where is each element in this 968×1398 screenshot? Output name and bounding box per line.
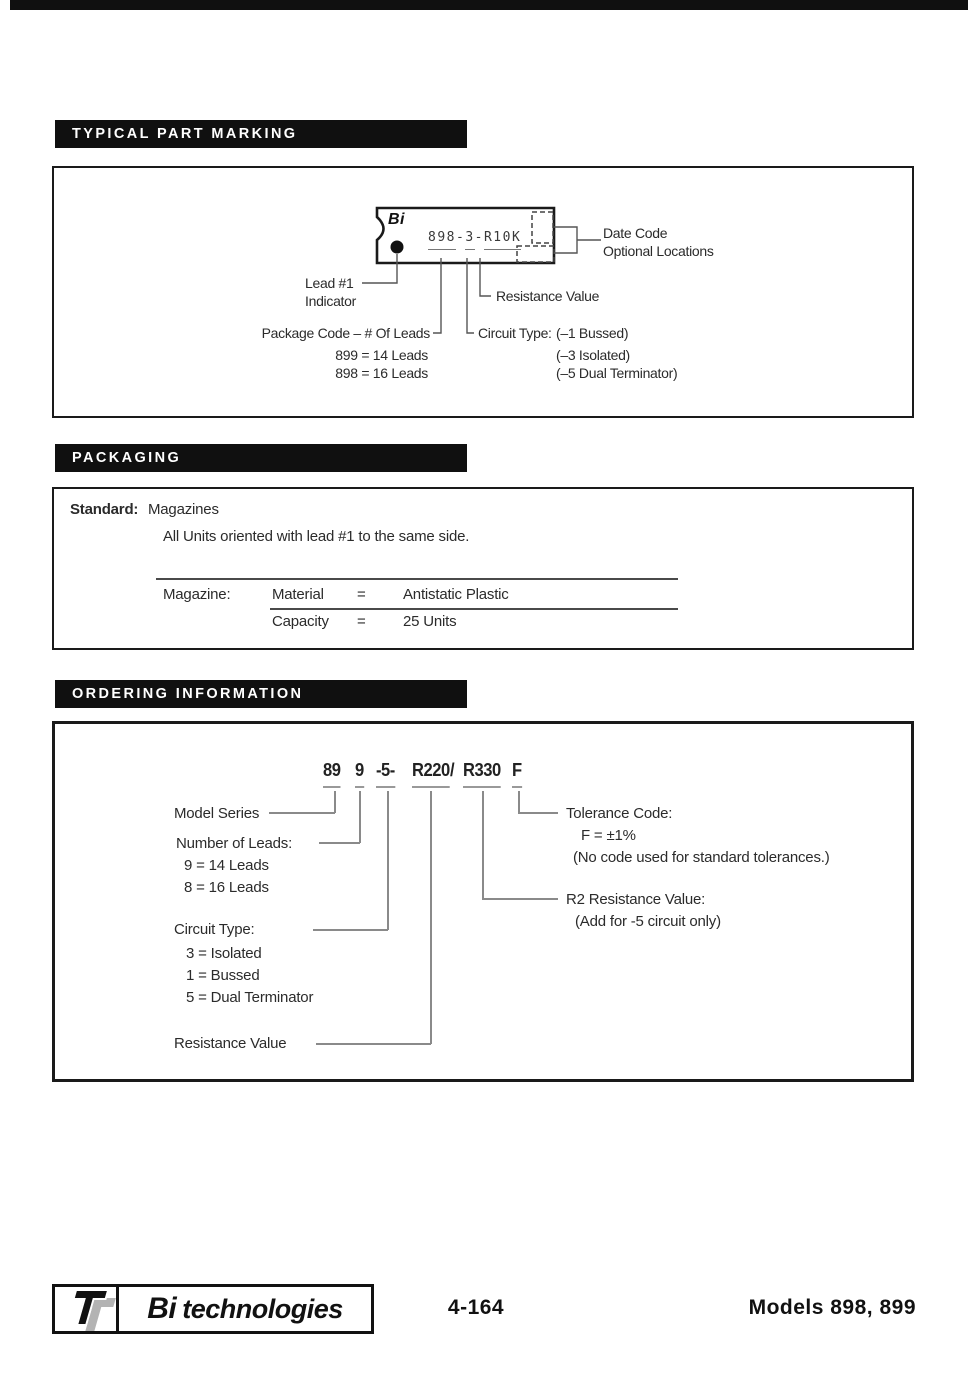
chip-marking-dash: - (455, 230, 466, 245)
pn-r2-resistance: R330 (463, 760, 501, 788)
page-number: 4-164 (447, 1296, 505, 1319)
chip-brand-logo: Bi (388, 211, 405, 228)
package-code-callout-line (433, 258, 441, 333)
standard-label: Standard: (70, 501, 139, 518)
model-series-line (334, 791, 336, 813)
leads-item: 8 = 16 Leads (184, 879, 269, 896)
lead1-label-line1: Lead #1 (305, 275, 354, 291)
date-code-label-line1: Date Code (603, 225, 668, 241)
magazine-label: Magazine: (163, 586, 231, 603)
circuit-item: 5 = Dual Terminator (186, 989, 314, 1006)
date-code-bracket (554, 227, 577, 253)
circuit-type-callout-line (467, 258, 474, 333)
leads-item: 9 = 14 Leads (184, 857, 269, 874)
section-title: TYPICAL PART MARKING (72, 126, 298, 142)
packaging-panel (52, 487, 914, 650)
chip-marking-package-code: 898 (428, 230, 456, 250)
pn-tolerance-code: F (512, 760, 522, 788)
package-code-item: 898 = 16 Leads (335, 365, 428, 381)
chip-marking-circuit-type: 3 (465, 230, 474, 250)
models-label: Models 898, 899 (748, 1296, 916, 1319)
date-code-label-line2: Optional Locations (603, 243, 714, 259)
tolerance-code-label: Tolerance Code: (566, 805, 673, 822)
lead1-indicator-dot (391, 241, 404, 254)
r2-line (482, 898, 558, 900)
section-header-ordering (55, 680, 467, 708)
circuit-type-item: (–5 Dual Terminator) (556, 365, 678, 381)
brand-bi: Bi (147, 1292, 177, 1325)
brand-logotype (119, 1287, 371, 1331)
circuit-type-item: (–3 Isolated) (556, 347, 630, 363)
circuit-line (313, 929, 388, 931)
circuit-type-item: (–1 Bussed) (556, 325, 629, 341)
package-code-label: Package Code – # Of Leads (261, 325, 430, 341)
table-rule-top (156, 578, 678, 580)
magazine-row-value: Antistatic Plastic (403, 586, 509, 603)
chip-marking (428, 230, 521, 250)
part-marking-diagram-linework (54, 168, 911, 415)
package-code-item: 899 = 14 Leads (335, 347, 428, 363)
number-of-leads-label: Number of Leads: (176, 835, 293, 852)
brand-logo-box (52, 1284, 374, 1334)
brand-technologies: technologies (182, 1293, 343, 1324)
tolerance-line (518, 791, 520, 813)
lead1-label-line2: Indicator (305, 293, 356, 309)
resistance-line (430, 791, 432, 1044)
tolerance-value: F = ±1% (581, 827, 636, 844)
magazine-row-value: 25 Units (403, 613, 457, 630)
chip-marking-resistance: R10K (484, 230, 521, 250)
pn-number-of-leads: 9 (355, 760, 364, 788)
magazine-row-name: Capacity (272, 613, 329, 630)
resistance-value-label: Resistance Value (496, 288, 600, 304)
equals-sign: = (357, 613, 366, 630)
pn-circuit-type: -5- (376, 760, 395, 788)
section-title: PACKAGING (72, 450, 182, 466)
page-top-rule (10, 0, 968, 10)
section-header-part-marking (55, 120, 467, 148)
circuit-type-label: Circuit Type: (478, 325, 552, 341)
circuit-item: 3 = Isolated (186, 945, 262, 962)
equals-sign: = (357, 586, 366, 603)
resistance-value-label: Resistance Value (174, 1035, 287, 1052)
standard-value: Magazines (148, 501, 219, 518)
section-title: ORDERING INFORMATION (72, 686, 304, 702)
pn-r1-resistance: R220 (412, 760, 450, 788)
part-marking-panel (52, 166, 914, 418)
model-series-label: Model Series (174, 805, 260, 822)
table-rule-mid (270, 608, 678, 610)
tolerance-line (518, 812, 558, 814)
resistance-line (316, 1043, 431, 1045)
circuit-item: 1 = Bussed (186, 967, 260, 984)
leads-line (359, 791, 361, 843)
r2-line (482, 791, 484, 899)
r2-resistance-label: R2 Resistance Value: (566, 891, 706, 908)
leads-line (319, 842, 360, 844)
ordering-panel (52, 721, 914, 1082)
circuit-line (387, 791, 389, 930)
r2-resistance-note: (Add for -5 circuit only) (575, 913, 721, 930)
chip-marking-dash: - (474, 230, 484, 245)
model-series-line (269, 812, 335, 814)
pn-slash: / (450, 760, 455, 780)
section-header-packaging (55, 444, 467, 472)
orientation-note: All Units oriented with lead #1 to the same side. (163, 528, 470, 545)
tt-monogram-icon (55, 1287, 119, 1331)
circuit-type-label: Circuit Type: (174, 921, 255, 938)
pn-model-series: 89 (323, 760, 341, 788)
magazine-row-name: Material (272, 586, 324, 603)
tolerance-note: (No code used for standard tolerances.) (573, 849, 830, 866)
